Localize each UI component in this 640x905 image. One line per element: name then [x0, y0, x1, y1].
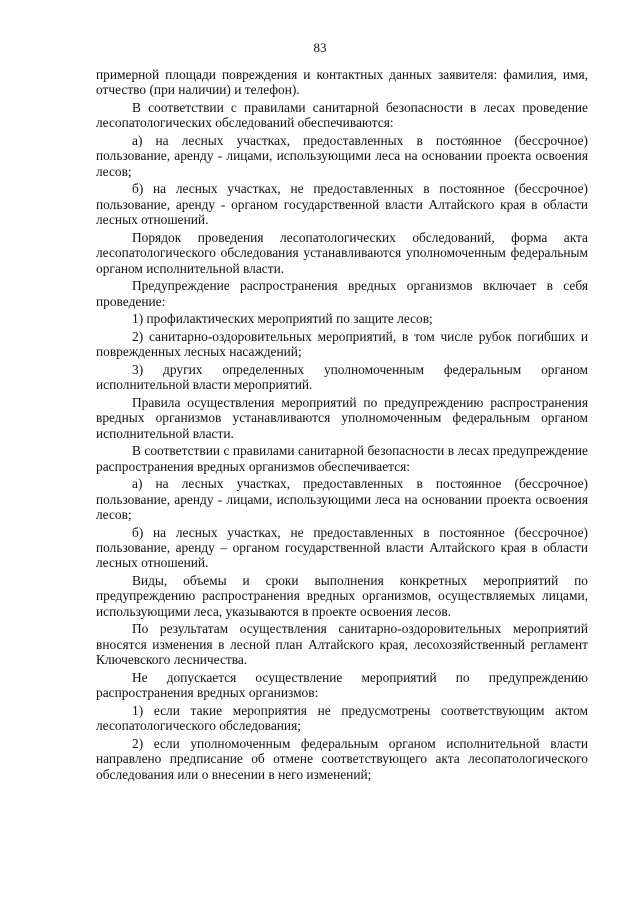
- paragraph-item: а) на лесных участках, предоставленных в постоянное (бессрочное) пользование, аренду - лицами, использующими леса на основании проекта освоения лесов;: [96, 476, 588, 523]
- document-body: [96, 67, 588, 784]
- paragraph: Правила осуществления мероприятий по предупреждению распространения вредных организмов устанавливаются уполномоченным федеральным органом исполнительной власти.: [96, 394, 588, 441]
- paragraph: В соответствии с правилами санитарной безопасности в лесах проведение лесопатологических обследований обеспечиваются:: [96, 100, 588, 131]
- paragraph-item: 3) других определенных уполномоченным федеральным органом исполнительной власти мероприятий.: [96, 361, 588, 393]
- paragraph: По результатам осуществления санитарно-оздоровительных мероприятий вносятся изменения в лесной план Алтайского края, лесохозяйственный регламент Ключевского лесничества.: [96, 621, 588, 668]
- page-number: 83: [313, 40, 327, 55]
- paragraph: В соответствии с правилами санитарной безопасности в лесах предупреждение распространения вредных организмов обеспечивается:: [96, 443, 588, 474]
- paragraph: Виды, объемы и сроки выполнения конкретных мероприятий по предупреждению распространения вредных организмов, осуществляемых лицами, использующими леса, указываются в проекте освоения лесов.: [96, 573, 588, 619]
- paragraph-item: 1) профилактических мероприятий по защите лесов;: [132, 311, 433, 327]
- paragraph-item: 1) если такие мероприятия не предусмотрены соответствующим актом лесопатологического обследования;: [96, 702, 588, 734]
- paragraph-continuation: примерной площади повреждения и контактных данных заявителя: фамилия, имя, отчество (при наличии) и телефон).: [96, 67, 588, 98]
- paragraph: Предупреждение распространения вредных организмов включает в себя проведение:: [96, 278, 588, 309]
- paragraph-item: а) на лесных участках, предоставленных в постоянное (бессрочное) пользование, аренду - лицами, использующими леса на основании проекта освоения лесов;: [96, 133, 588, 179]
- paragraph-item: б) на лесных участках, не предоставленных в постоянное (бессрочное) пользование, аренду – органом государственной власти Алтайского края в области лесных отношений.: [96, 524, 588, 571]
- paragraph-item: б) на лесных участках, не предоставленных в постоянное (бессрочное) пользование, аренду - органом государственной власти Алтайского края в области лесных отношений.: [96, 181, 588, 228]
- paragraph: Не допускается осуществление мероприятий по предупреждению распространения вредных организмов:: [96, 669, 588, 701]
- paragraph-item: 2) санитарно-оздоровительных мероприятий, в том числе рубок погибших и поврежденных лесных насаждений;: [96, 328, 588, 360]
- paragraph-item: 2) если уполномоченным федеральным органом исполнительной власти направлено предписание об отмене соответствующего акта лесопатологического обследования или о внесении в него изменений;: [96, 735, 588, 782]
- paragraph: Порядок проведения лесопатологических обследований, форма акта лесопатологического обследования устанавливаются уполномоченным федеральным органом исполнительной власти.: [96, 229, 588, 276]
